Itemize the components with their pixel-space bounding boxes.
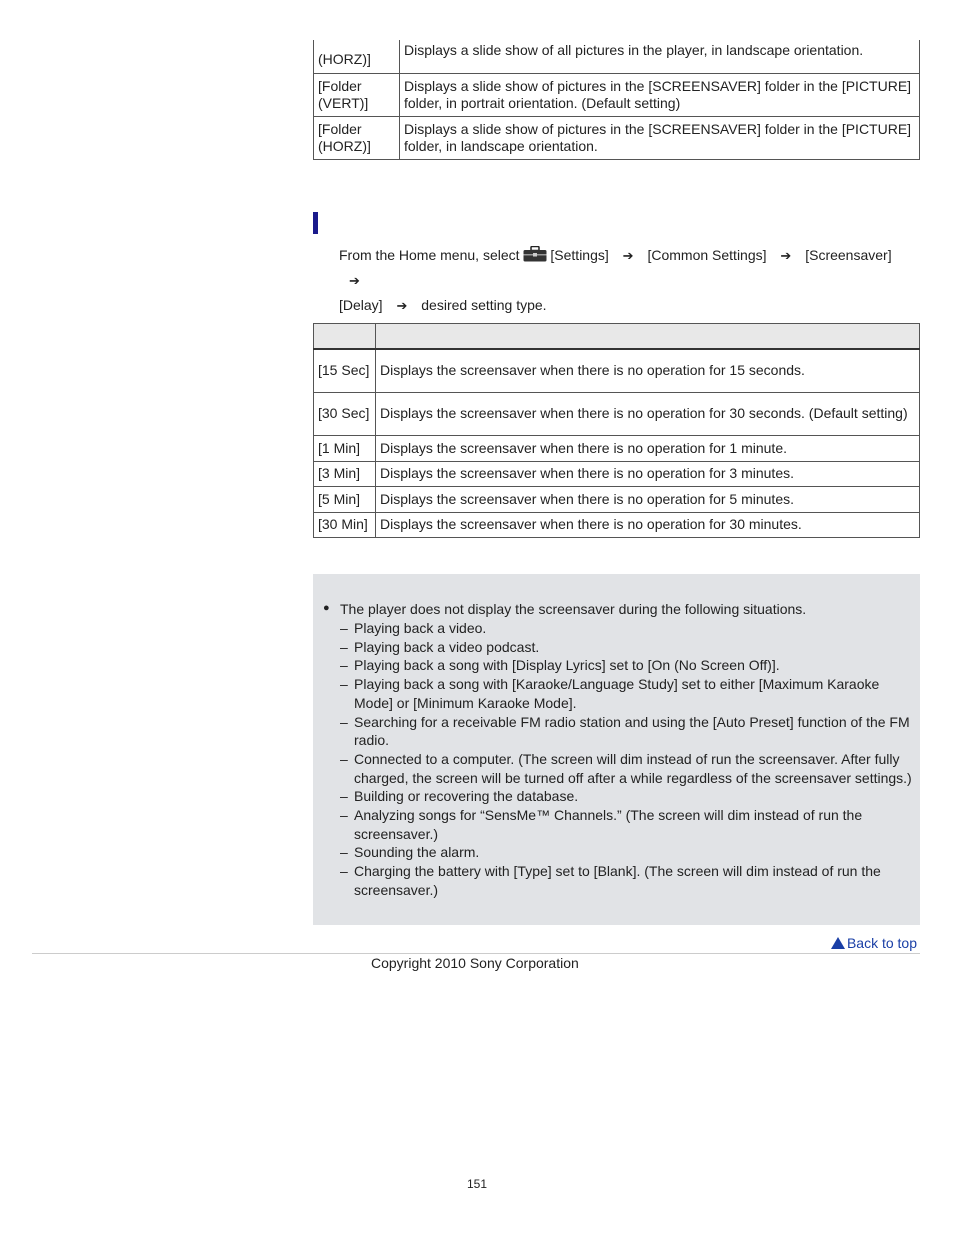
table-row [314, 349, 920, 392]
arrow-right-icon: ➔ [622, 248, 634, 263]
table-row [314, 512, 920, 537]
list-item: – Playing back a song with [Karaoke/Language Study] set to either [Maximum Karaoke Mode] or [Minimum Karaoke Mode]. [340, 676, 880, 711]
step-settings: [Settings] [550, 247, 609, 263]
header-cell [376, 324, 920, 350]
toolbox-icon [523, 245, 547, 261]
back-to-top-link[interactable]: Back to top [831, 935, 917, 951]
list-item: – Sounding the alarm. [340, 844, 480, 861]
list-item: – Playing back a video podcast. [340, 638, 540, 655]
desc-cell: Displays the screensaver when there is no operation for 30 minutes. [376, 512, 920, 537]
option-cell: (HORZ)] [314, 40, 400, 73]
option-cell: [1 Min] [314, 435, 376, 461]
arrow-right-icon: ➔ [396, 298, 408, 313]
list-item: – Playing back a song with [Display Lyrics] set to [On (No Screen Off)]. [340, 657, 780, 674]
triangle-up-icon [831, 937, 845, 949]
option-cell: [30 Min] [314, 512, 376, 537]
page-number: 151 [466, 1177, 488, 1191]
option-cell: [Folder (VERT)] [314, 73, 400, 116]
footer-divider [32, 953, 920, 954]
step-desired-setting: desired setting type. [421, 297, 547, 313]
instruction-text [339, 243, 919, 318]
list-item: – Analyzing songs for “SensMe™ Channels.” (The screen will dim instead of run the screensaver.) [340, 807, 863, 842]
table-row [314, 435, 920, 461]
desc-cell: Displays the screensaver when there is no operation for 5 minutes. [376, 486, 920, 512]
dash-icon: – [340, 713, 348, 730]
note-list [340, 619, 920, 900]
table-row [314, 116, 920, 159]
dash-icon: – [340, 657, 348, 674]
section-heading-bar [313, 212, 318, 234]
dash-icon: – [340, 676, 348, 693]
step-screensaver: [Screensaver] [805, 247, 892, 263]
step-delay: [Delay] [339, 297, 383, 313]
dash-icon: – [340, 863, 348, 880]
dash-icon: – [340, 620, 348, 636]
list-item: – Connected to a computer. (The screen will dim instead of run the screensaver. After fully charged, the screen will be turned off after a while regardless of the screensaver settings.) [340, 750, 912, 786]
bullet-icon: ● [323, 602, 330, 614]
table-row [314, 461, 920, 486]
list-item: – Building or recovering the database. [340, 788, 579, 805]
table-row [314, 73, 920, 116]
desc-cell: Displays the screensaver when there is no operation for 3 minutes. [376, 461, 920, 486]
table-row [314, 486, 920, 512]
delay-options-table [313, 323, 920, 538]
desc-cell: Displays a slide show of pictures in the [SCREENSAVER] folder in the [PICTURE] folder, in portrait orientation. (Default setting) [400, 73, 920, 116]
list-item: – Charging the battery with [Type] set to [Blank]. (The screen will dim instead of run the screensaver.) [340, 863, 881, 898]
arrow-right-icon: ➔ [349, 273, 360, 288]
list-item: – Playing back a video. [340, 620, 487, 636]
table-header-row [314, 324, 920, 350]
header-cell [314, 324, 376, 350]
desc-cell: Displays the screensaver when there is no operation for 15 seconds. [376, 349, 920, 392]
option-cell: [5 Min] [314, 486, 376, 512]
note-lead: The player does not display the screensaver during the following situations. [340, 601, 807, 617]
option-cell: [Folder (HORZ)] [314, 116, 400, 159]
table-row [314, 40, 920, 73]
option-cell: [15 Sec] [314, 349, 376, 392]
dash-icon: – [340, 750, 348, 767]
option-cell: [30 Sec] [314, 392, 376, 435]
table-row [314, 392, 920, 435]
dash-icon: – [340, 638, 348, 655]
slideshow-options-table [313, 40, 920, 160]
dash-icon: – [340, 844, 348, 861]
dash-icon: – [340, 807, 348, 824]
note-box [313, 574, 920, 925]
desc-cell: Displays the screensaver when there is no operation for 1 minute. [376, 435, 920, 461]
arrow-right-icon: ➔ [780, 248, 792, 263]
step-common-settings: [Common Settings] [647, 247, 767, 263]
option-cell: [3 Min] [314, 461, 376, 486]
desc-cell: Displays a slide show of all pictures in the player, in landscape orientation. [400, 40, 920, 73]
desc-cell: Displays a slide show of pictures in the [SCREENSAVER] folder in the [PICTURE] folder, in landscape orientation. [400, 116, 920, 159]
instruction-prefix: From the Home menu, select [339, 247, 520, 263]
dash-icon: – [340, 788, 348, 805]
desc-cell: Displays the screensaver when there is no operation for 30 seconds. (Default setting) [376, 392, 920, 435]
copyright-text: Copyright 2010 Sony Corporation [371, 955, 579, 971]
list-item: – Searching for a receivable FM radio station and using the [Auto Preset] function of the FM radio. [340, 713, 910, 749]
